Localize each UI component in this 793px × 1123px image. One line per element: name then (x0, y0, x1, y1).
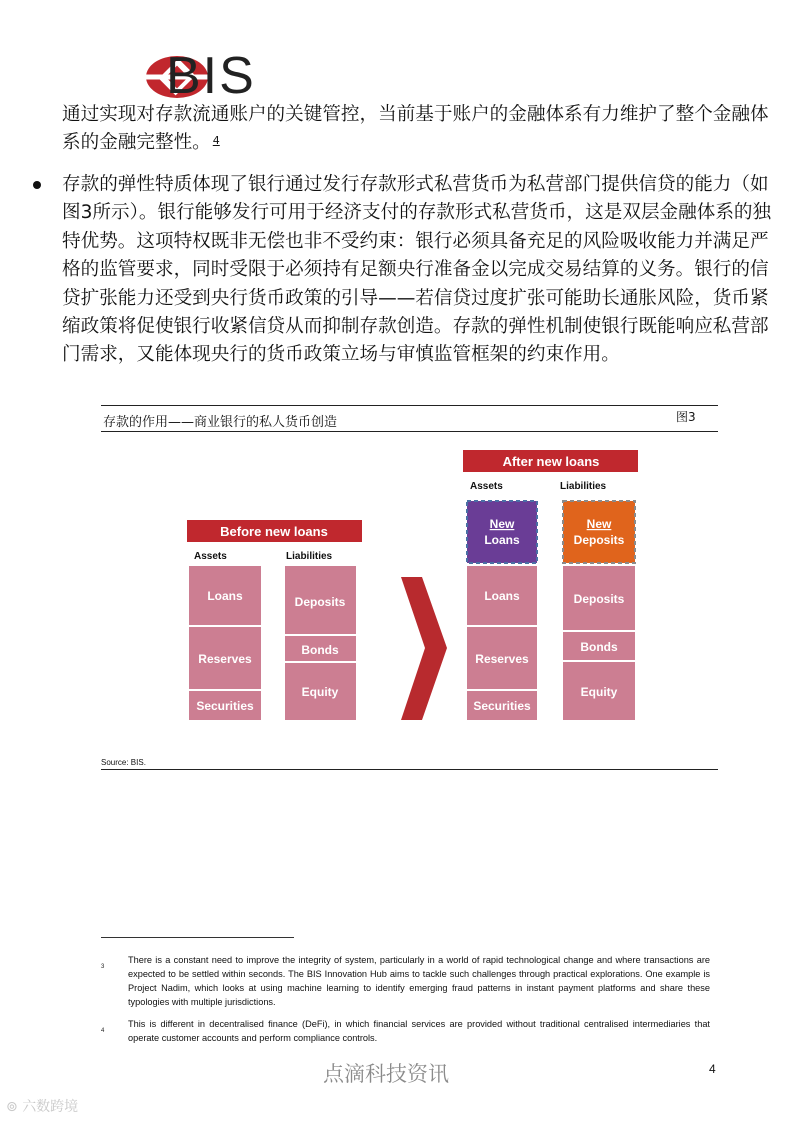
new-loans-line2: Loans (484, 533, 520, 547)
new-deposits-line2: Deposits (573, 533, 625, 547)
before-liab-equity: Equity (301, 685, 339, 699)
bullet-dot (33, 181, 41, 189)
paragraph-integrity (62, 101, 782, 158)
watermark-text: 点滴科技资讯 (323, 1062, 449, 1086)
after-header: After new loans (502, 454, 600, 469)
after-asset-securities: Securities (473, 699, 531, 713)
corner-watermark: ⊚ 六数跨境 (6, 1099, 79, 1115)
after-liab-bonds: Bonds (580, 640, 618, 654)
figure-bottom-rule (101, 769, 718, 770)
chevron-arrow-icon (401, 577, 447, 720)
before-assets-label: Assets (194, 551, 227, 562)
footnote-separator (101, 937, 294, 938)
new-loans-block (467, 501, 537, 563)
corner-watermark-icon: ⊚ (6, 1099, 23, 1115)
footnote-3-text: There is a constant need to improve the integrity of system, particularly in a world of rapid technological change and where transactions are expected to be settled within seconds. The BIS Innovation Hub aims to tackle such challenges through practical explorations. One example is Project Nadim, which looks at using machine learning to identify emerging fraud patterns in instant payment platforms and share these typologies with multiple jurisdictions. (128, 955, 710, 1007)
before-asset-securities: Securities (196, 699, 254, 713)
before-liab-bonds: Bonds (301, 643, 339, 657)
paragraph-text: 通过实现对存款流通账户的关键管控，当前基于账户的金融体系有力维护了整个金融体系的金融完整性。 (62, 104, 769, 154)
paragraph-elasticity: 存款的弹性特质体现了银行通过发行存款形式私营货币为私营部门提供信贷的能力（如图3所示）。银行能够发行可用于经济支付的存款形式私营货币，这是双层金融体系的独特优势。这项特权既非无偿也非不受约束：银行必须具备充足的风险吸收能力并满足严格的监管要求，同时受限于必须持有足额央行准备金以完成交易结算的义务。银行的信贷扩张能力还受到央行货币政策的引导——若信贷过度扩张可能助长通胀风险，货币紧缩政策将促使银行收紧信贷从而抑制存款创造。存款的弹性机制使银行既能响应私营部门需求，又能体现央行的货币政策立场与审慎监管框架的约束作用。 (62, 174, 772, 366)
after-liab-equity: Equity (580, 685, 618, 699)
footnote-ref-4[interactable]: 4 (212, 134, 220, 148)
after-asset-reserves: Reserves (475, 652, 529, 666)
new-deposits-block (563, 501, 635, 563)
page-number: 4 (709, 1062, 716, 1076)
logo-text: BIS (166, 47, 256, 105)
new-deposits-line1: New (586, 517, 612, 531)
after-liabilities-label: Liabilities (560, 481, 607, 492)
before-header: Before new loans (220, 524, 328, 539)
footnote-4-text: This is different in decentralised finance (DeFi), in which financial services are provided without traditional centralised intermediaries that operate customer accounts and perform compliance controls. (128, 1019, 710, 1043)
balance-sheet-diagram (101, 440, 718, 752)
figure-number: 图3 (676, 410, 696, 424)
figure-title-rule (101, 431, 718, 432)
before-liabilities-label: Liabilities (286, 551, 333, 562)
before-asset-reserves: Reserves (198, 652, 252, 666)
after-asset-loans: Loans (484, 589, 520, 603)
before-asset-loans: Loans (207, 589, 243, 603)
footnote-3-mark: 3 (101, 964, 105, 970)
footnote-4-mark: 4 (101, 1028, 105, 1034)
figure-source: Source: BIS. (101, 758, 146, 767)
figure-title: 存款的作用——商业银行的私人货币创造 (103, 415, 338, 430)
after-liab-deposits: Deposits (573, 592, 625, 606)
figure-top-rule (101, 405, 718, 406)
before-liab-deposits: Deposits (294, 595, 346, 609)
new-loans-line1: New (489, 517, 515, 531)
after-assets-label: Assets (470, 481, 503, 492)
